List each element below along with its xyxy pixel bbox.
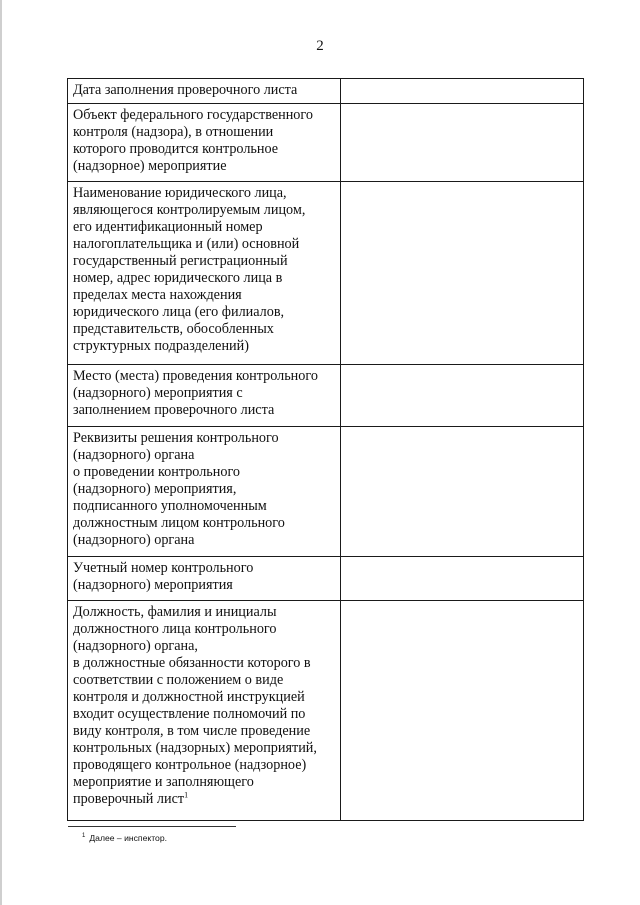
row-label-cell	[68, 557, 341, 601]
row-label-cell	[68, 79, 341, 104]
row-label: Наименование юридического лица, являющегося контролируемым лицом, его идентификационный номер налогоплательщика и (или) основной государственный регистрационный номер, адрес юридического лица в пределах места нахождения юридического лица (его филиалов, представительств, обособленных структурных подразделений)	[73, 185, 306, 354]
row-label: Учетный номер контрольного (надзорного) мероприятия	[73, 560, 254, 593]
row-label: Место (места) проведения контрольного (надзорного) мероприятия с заполнением проверочного листа	[73, 368, 318, 418]
row-value-cell[interactable]	[341, 601, 584, 821]
footnote-marker: 1	[82, 833, 86, 840]
row-value-cell[interactable]	[341, 557, 584, 601]
table-row	[68, 182, 584, 365]
table-row	[68, 365, 584, 427]
table-row	[68, 601, 584, 821]
checklist-table	[67, 78, 584, 821]
footnote	[82, 833, 167, 843]
row-value-cell[interactable]	[341, 182, 584, 365]
table-row	[68, 427, 584, 557]
row-value-cell[interactable]	[341, 427, 584, 557]
row-value-cell[interactable]	[341, 365, 584, 427]
row-label-cell	[68, 365, 341, 427]
table-row	[68, 557, 584, 601]
table-row	[68, 79, 584, 104]
row-label-cell	[68, 104, 341, 182]
row-label-cell	[68, 601, 341, 821]
footnote-text: Далее – инспектор.	[89, 833, 167, 843]
table-row	[68, 104, 584, 182]
row-label: Реквизиты решения контрольного (надзорного) органа о проведении контрольного (надзорного) мероприятия, подписанного уполномоченным должностным лицом контрольного (надзорного) органа	[73, 430, 285, 548]
page-number: 2	[316, 38, 324, 54]
row-label: Должность, фамилия и инициалы должностного лица контрольного (надзорного) органа, в должностные обязанности которого в соответствии с положением о виде контроля и должностной инструкцией входит осуществление полномочий по виду контроля, в том числе проведение контрольных (надзорных) мероприятий, проводящего контрольное (надзорное) мероприятие и заполняющего проверочный лист	[73, 604, 317, 807]
row-label-cell	[68, 427, 341, 557]
row-value-cell[interactable]	[341, 79, 584, 104]
footnote-divider	[68, 826, 236, 827]
page-left-edge	[0, 0, 2, 905]
row-label-cell	[68, 182, 341, 365]
row-label: Дата заполнения проверочного листа	[73, 82, 298, 98]
row-value-cell[interactable]	[341, 104, 584, 182]
footnote-ref-marker[interactable]: 1	[184, 790, 189, 800]
row-label: Объект федерального государственного контроля (надзора), в отношении которого проводится контрольное (надзорное) мероприятие	[73, 107, 313, 174]
